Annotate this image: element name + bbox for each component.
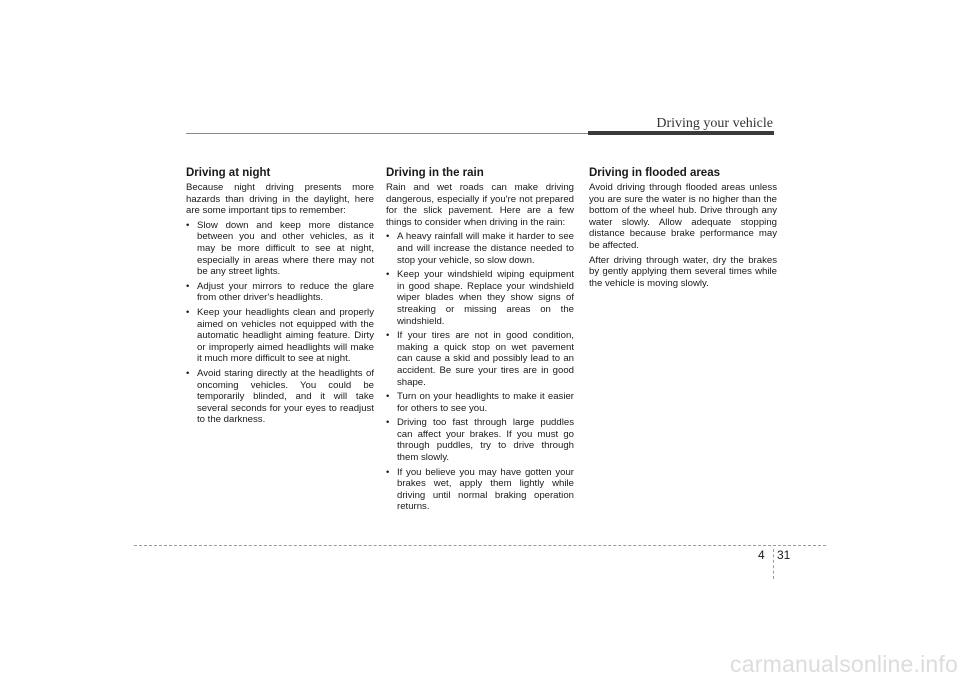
chapter-number: 4	[758, 548, 765, 562]
section-paragraph-flood-1: Avoid driving through flooded areas unless you are sure the water is no higher than the bottom of the wheel hub. Drive through any water slowly. Allow adequate stopping distance because brake performance may be affected.	[589, 182, 777, 251]
list-item-text: Avoid staring directly at the headlights of oncoming vehicles. You could be temporarily blinded, and it will take several seconds for your eyes to readjust to the darkness.	[197, 367, 374, 426]
column-driving-at-night	[186, 167, 374, 429]
header-rule-bar	[588, 131, 774, 135]
bullet-icon: •	[186, 280, 190, 292]
list-item-text: A heavy rainfall will make it harder to see and will increase the distance needed to stop your vehicle, so slow down.	[397, 231, 574, 266]
list-item	[386, 467, 574, 513]
section-title-flood: Driving in flooded areas	[589, 167, 720, 179]
bullet-icon: •	[386, 466, 390, 478]
list-item-text: Driving too fast through large puddles can affect your brakes. If you must go through puddles, try to drive through them slowly.	[397, 417, 574, 464]
watermark: carmanualsonline.info	[730, 651, 958, 677]
section-paragraph-flood-2: After driving through water, dry the brakes by gently applying them several times while the vehicle is moving slowly.	[589, 254, 777, 289]
bullet-icon: •	[386, 391, 390, 403]
bullet-list-night	[186, 220, 374, 426]
list-item-text: If you believe you may have gotten your brakes wet, apply them lightly while driving until normal braking operation returns.	[397, 466, 574, 513]
list-item	[386, 391, 574, 414]
bullet-icon: •	[186, 306, 190, 318]
footer-rule	[134, 545, 826, 546]
bullet-icon: •	[186, 219, 190, 231]
list-item	[186, 307, 374, 365]
section-intro-rain: Rain and wet roads can make driving dangerous, especially if you're not prepared for the slick pavement. Here are a few things to consider when driving in the rain:	[386, 182, 574, 228]
column-driving-in-rain	[386, 167, 574, 516]
bullet-icon: •	[386, 330, 390, 342]
list-item	[386, 330, 574, 388]
page-number: 31	[777, 548, 791, 562]
bullet-icon: •	[386, 231, 390, 243]
list-item-text: Keep your headlights clean and properly aimed on vehicles not equipped with the automatic headlight aiming feature. Dirty or improperly aimed headlights will make it much more difficult to see at night.	[197, 306, 374, 365]
column-driving-in-flooded-areas	[589, 167, 777, 292]
list-item-text: Turn on your headlights to make it easier for others to see you.	[397, 391, 574, 414]
page-number-divider	[773, 549, 774, 579]
list-item-text: Adjust your mirrors to reduce the glare from other driver's headlights.	[197, 280, 374, 304]
list-item	[186, 220, 374, 278]
list-item	[386, 417, 574, 463]
list-item	[386, 231, 574, 266]
list-item-text: Slow down and keep more distance between you and other vehicles, as it may be more difficult to see at night, especially in areas where there may not be any street lights.	[197, 219, 374, 278]
section-title-rain: Driving in the rain	[386, 167, 484, 179]
section-title-night: Driving at night	[186, 167, 271, 179]
list-item-text: If your tires are not in good condition, making a quick stop on wet pavement can cause a skid and possibly lead to an accident. Be sure your tires are in good shape.	[397, 330, 574, 388]
list-item	[386, 269, 574, 327]
bullet-icon: •	[386, 269, 390, 281]
list-item	[186, 368, 374, 426]
running-header-title: Driving your vehicle	[656, 116, 773, 131]
list-item-text: Keep your windshield wiping equipment in good shape. Replace your windshield wiper blades when they show signs of streaking or missing areas on the windshield.	[397, 269, 574, 327]
bullet-icon: •	[186, 367, 190, 379]
list-item	[186, 281, 374, 304]
section-intro-night: Because night driving presents more hazards than driving in the daylight, here are some important tips to remember:	[186, 182, 374, 217]
bullet-list-rain	[386, 231, 574, 513]
bullet-icon: •	[386, 417, 390, 429]
